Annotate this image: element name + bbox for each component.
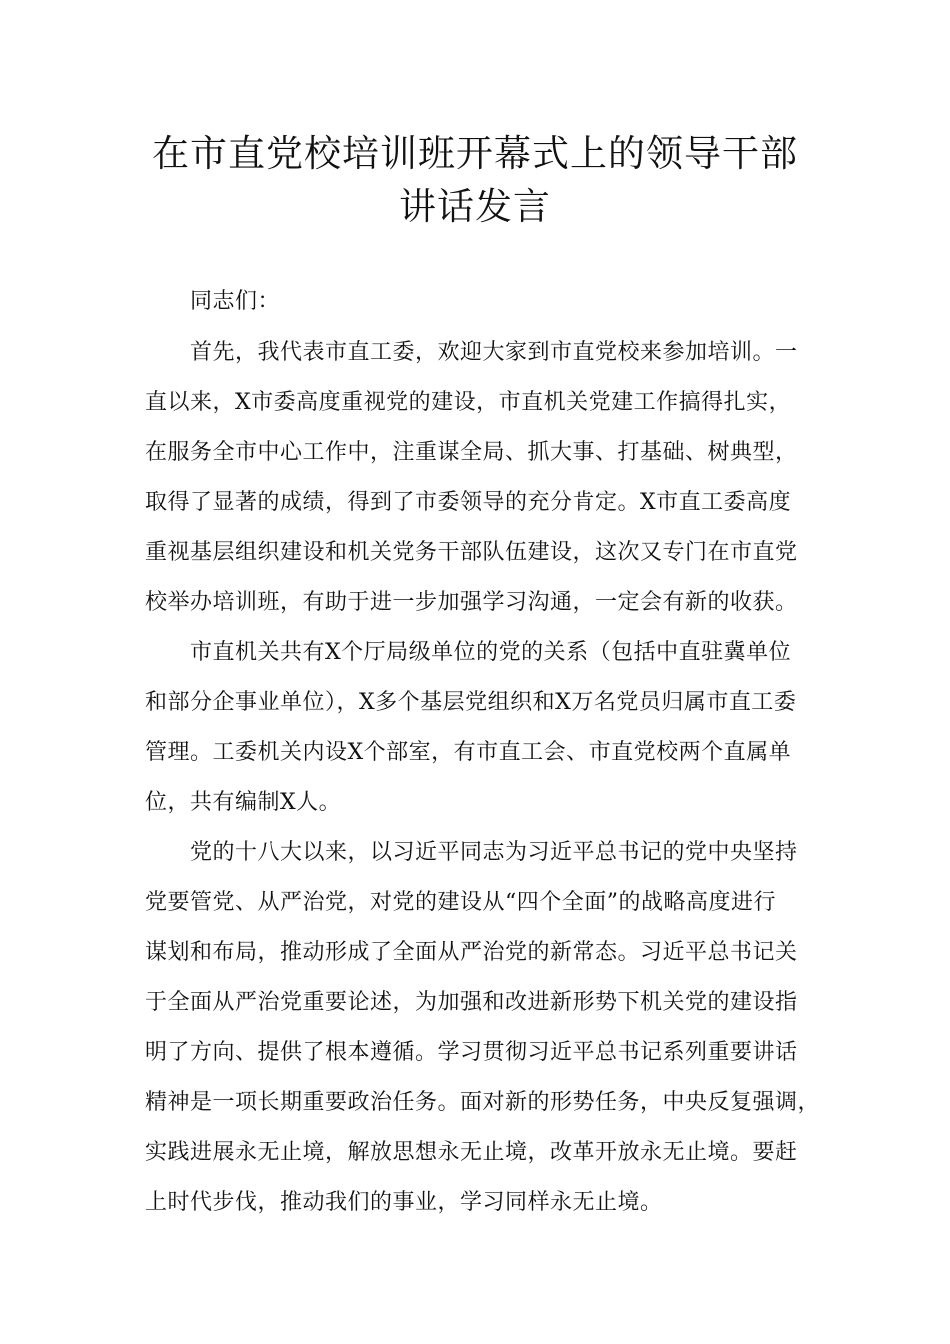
paragraph-1-line: 取得了显著的成绩，得到了市委领导的充分肯定。X市直工委高度 [145,490,792,515]
paragraph-2-line: 市直机关共有X个厅局级单位的党的关系（包括中直驻冀单位 [190,640,792,665]
salutation: 同志们： [190,289,281,314]
paragraph-1-line: 校举办培训班，有助于进一步加强学习沟通，一定会有新的收获。 [145,590,798,615]
document-title-line-1: 在市直党校培训班开幕式上的领导干部 [152,132,798,175]
paragraph-1-line: 重视基层组织建设和机关党务干部队伍建设，这次又专门在市直党 [145,540,798,565]
paragraph-1-line: 直以来，X市委高度重视党的建设，市直机关党建工作搞得扎实， [145,390,792,415]
paragraph-1-line: 在服务全市中心工作中，注重谋全局、抓大事、打基础、树典型， [145,440,798,465]
paragraph-2-line: 和部分企事业单位），X多个基层党组织和X万名党员归属市直工委 [145,690,797,715]
paragraph-3-line: 上时代步伐，推动我们的事业，学习同样永无止境。 [145,1190,663,1215]
paragraph-3-line: 于全面从严治党重要论述，为加强和改进新形势下机关党的建设指 [145,990,798,1015]
paragraph-1-line: 首先，我代表市直工委，欢迎大家到市直党校来参加培训。一 [190,340,798,365]
paragraph-3-line: 党的十八大以来，以习近平同志为习近平总书记的党中央坚持 [190,840,798,865]
paragraph-2-line: 管理。工委机关内设X个部室，有市直工会、市直党校两个直属单 [145,740,792,765]
paragraph-2-line: 位，共有编制X人。 [145,790,342,815]
paragraph-3-line: 谋划和布局，推动形成了全面从严治党的新常态。习近平总书记关 [145,940,798,965]
paragraph-3-line: 实践进展永无止境，解放思想永无止境，改革开放永无止境。要赶 [145,1140,798,1165]
paragraph-3-line: 精神是一项长期重要政治任务。面对新的形势任务，中央反复强调， [145,1090,821,1115]
document-title-line-2: 讲话发言 [399,185,551,228]
paragraph-3-line: 党要管党、从严治党，对党的建设从“四个全面”的战略高度进行 [145,890,776,915]
paragraph-3-line: 明了方向、提供了根本遵循。学习贯彻习近平总书记系列重要讲话 [145,1040,798,1065]
